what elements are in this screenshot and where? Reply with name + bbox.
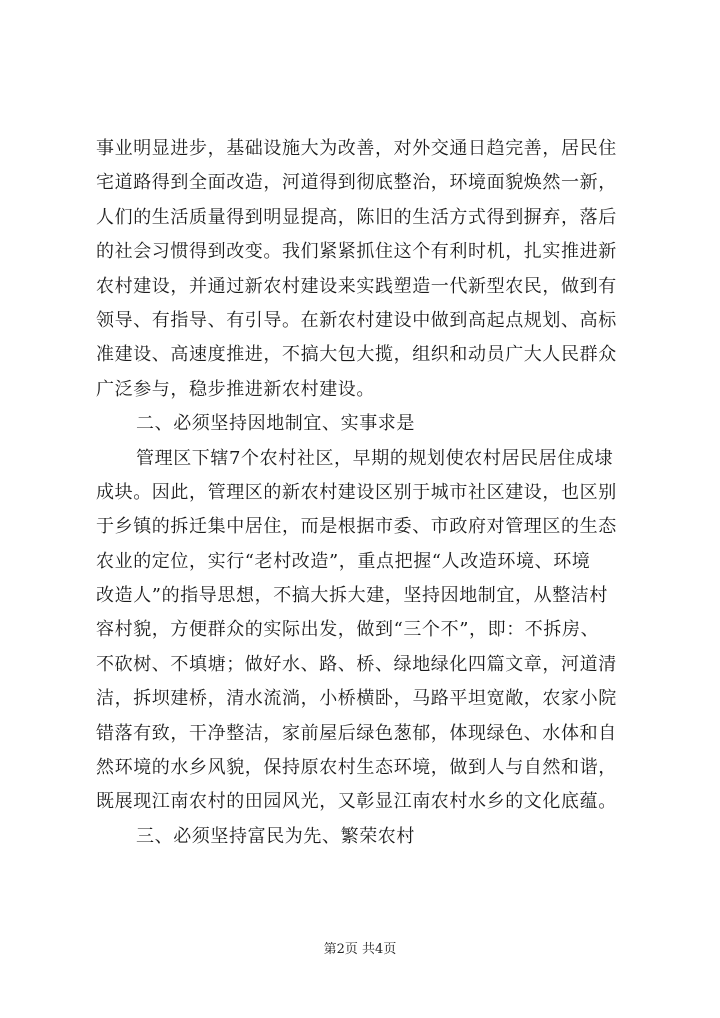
- paragraph-line: 准建设、高速度推进，不搞大包大揽，组织和动员广大人民群众: [96, 344, 617, 366]
- paragraph-line: 宅道路得到全面改造，河道得到彻底整治，环境面貌焕然一新，: [96, 172, 617, 194]
- paragraph-line: 领导、有指导、有引导。在新农村建设中做到高起点规划、高标: [96, 309, 617, 331]
- document-body: [96, 132, 626, 854]
- paragraph-line: 事业明显进步，基础设施大为改善，对外交通日趋完善，居民住: [96, 138, 617, 159]
- paragraph-line: 洁，拆坝建桥，清水流淌，小桥横卧，马路平坦宽敞，农家小院: [96, 688, 617, 710]
- paragraph-line: 人们的生活质量得到明显提高，陈旧的生活方式得到摒弃，落后: [96, 206, 617, 228]
- paragraph-line: 错落有致，干净整洁，家前屋后绿色葱郁，体现绿色、水体和自: [96, 722, 617, 744]
- paragraph-line: 农村建设，并通过新农村建设来实践塑造一代新型农民，做到有: [96, 275, 617, 297]
- paragraph-line: 广泛参与，稳步推进新农村建设。: [96, 378, 375, 400]
- paragraph-line: 然环境的水乡风貌，保持原农村生态环境，做到人与自然和谐，: [96, 757, 617, 779]
- paragraph-line: 于乡镇的拆迁集中居住，而是根据市委、市政府对管理区的生态: [96, 516, 617, 538]
- paragraph-line: 不砍树、不填塘；做好水、路、桥、绿地绿化四篇文章，河道清: [96, 653, 617, 675]
- paragraph-line: 既展现江南农村的田园风光，又彰显江南农村水乡的文化底蕴。: [96, 791, 617, 813]
- paragraph-line: 成块。因此，管理区的新农村建设区别于城市社区建设，也区别: [96, 481, 617, 503]
- paragraph-line: 的社会习惯得到改变。我们紧紧抓住这个有利时机，扎实推进新: [96, 241, 617, 263]
- paragraph-line: 农业的定位，实行“老村改造”，重点把握“人改造环境、环境: [96, 550, 591, 572]
- paragraph-line: 改造人”的指导思想，不搞大拆大建，坚持因地制宜，从整洁村: [96, 585, 608, 607]
- section-heading-2: 二、必须坚持因地制宜、实事求是: [136, 413, 415, 435]
- paragraph-line: 管理区下辖7个农村社区，早期的规划使农村居民居住成埭: [136, 447, 614, 469]
- page-number-footer: 第2页 共4页: [323, 942, 397, 957]
- paragraph-line: 容村貌，方便群众的实际出发，做到“三个不”，即：不拆房、: [96, 619, 600, 641]
- section-heading-3: 三、必须坚持富民为先、繁荣农村: [136, 825, 415, 847]
